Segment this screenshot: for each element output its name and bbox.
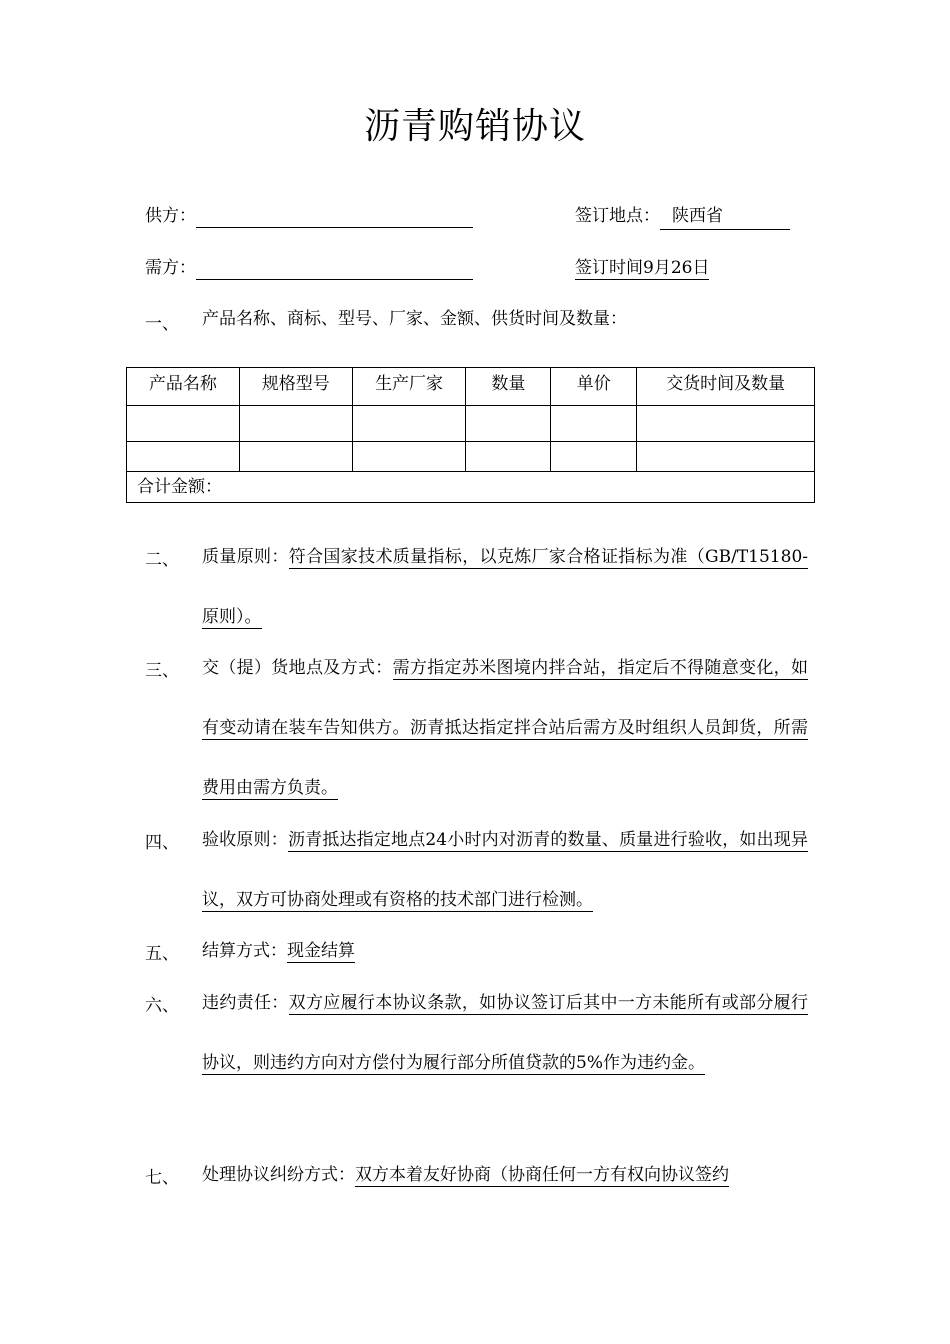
table-cell[interactable] [352, 406, 466, 442]
table-cell[interactable] [551, 406, 637, 442]
section-4-content: 沥青抵达指定地点24小时内对沥青的数量、质量进行验收，如出现异议，双方可协商处理或有资格的技术部门进行检测。 [202, 830, 808, 910]
table-header-cell: 交货时间及数量 [637, 368, 815, 406]
table-header-cell: 单价 [551, 368, 637, 406]
section-7-content: 双方本着友好协商（协商任何一方有权向协议签约 [355, 1165, 729, 1185]
sign-time-text: 签订时间9月26日 [575, 258, 710, 278]
table-row [127, 406, 815, 442]
section-3-number: 三、 [145, 661, 179, 681]
section-6-number: 六、 [145, 996, 179, 1016]
section-3-content: 需方指定苏米图境内拌合站，指定后不得随意变化，如有变动请在装车告知供方。沥青抵达指定拌合站后需方及时组织人员卸货，所需费用由需方负责。 [202, 658, 809, 798]
supplier-line [145, 204, 473, 228]
table-cell[interactable] [551, 442, 637, 472]
section-6-paragraph [202, 973, 808, 1093]
table-cell[interactable] [637, 442, 815, 472]
sign-place-label: 签订地点： [575, 206, 660, 226]
buyer-label: 需方： [145, 258, 196, 278]
table-cell[interactable] [352, 442, 466, 472]
section-3-label: 交（提）货地点及方式： [202, 658, 393, 678]
table-header-cell: 规格型号 [239, 368, 352, 406]
section-6-content: 双方应履行本协议条款，如协议签订后其中一方未能所有或部分履行协议，则违约方向对方偿付为履行部分所值贷款的5%作为违约金。 [202, 993, 809, 1073]
sign-time-line [575, 256, 709, 280]
total-amount-label: 合计金额： [127, 472, 815, 503]
section-2-content: 符合国家技术质量指标，以克炼厂家合格证指标为准（GB/T15180-原则）。 [202, 547, 808, 627]
document-title: 沥青购销协议 [363, 106, 586, 147]
section-7-label: 处理协议纠纷方式： [202, 1165, 355, 1185]
table-row [127, 442, 815, 472]
supplier-blank[interactable] [196, 207, 473, 228]
section-2-number: 二、 [145, 550, 179, 570]
section-2-paragraph [202, 527, 808, 647]
section-1-number: 一、 [145, 314, 179, 334]
table-cell[interactable] [127, 442, 240, 472]
table-total-row [127, 472, 815, 503]
section-7-paragraph [202, 1145, 808, 1205]
table-cell[interactable] [466, 406, 551, 442]
buyer-line [145, 256, 473, 280]
sign-place-line [575, 204, 790, 230]
product-table [126, 367, 815, 503]
section-4-number: 四、 [145, 833, 179, 853]
table-header-cell: 产品名称 [127, 368, 240, 406]
table-cell[interactable] [637, 406, 815, 442]
section-6-label: 违约责任： [202, 993, 289, 1013]
section-5-label: 结算方式： [202, 941, 287, 961]
section-5-number: 五、 [145, 944, 179, 964]
table-header-row [127, 368, 815, 406]
section-1-text: 产品名称、商标、型号、厂家、金额、供货时间及数量： [202, 309, 627, 329]
table-cell[interactable] [127, 406, 240, 442]
table-cell[interactable] [466, 442, 551, 472]
buyer-blank[interactable] [196, 259, 473, 280]
table-cell[interactable] [239, 442, 352, 472]
section-5-content: 现金结算 [287, 941, 355, 961]
section-4-paragraph [202, 810, 808, 930]
section-5-paragraph [202, 921, 808, 981]
table-header-cell: 生产厂家 [352, 368, 466, 406]
table-cell[interactable] [239, 406, 352, 442]
supplier-label: 供方： [145, 206, 196, 226]
section-7-number: 七、 [145, 1168, 179, 1188]
table-header-cell: 数量 [466, 368, 551, 406]
section-3-paragraph [202, 638, 808, 818]
section-4-label: 验收原则： [202, 830, 288, 850]
section-2-label: 质量原则： [202, 547, 289, 567]
sign-place-value: 陕西省 [660, 204, 790, 230]
